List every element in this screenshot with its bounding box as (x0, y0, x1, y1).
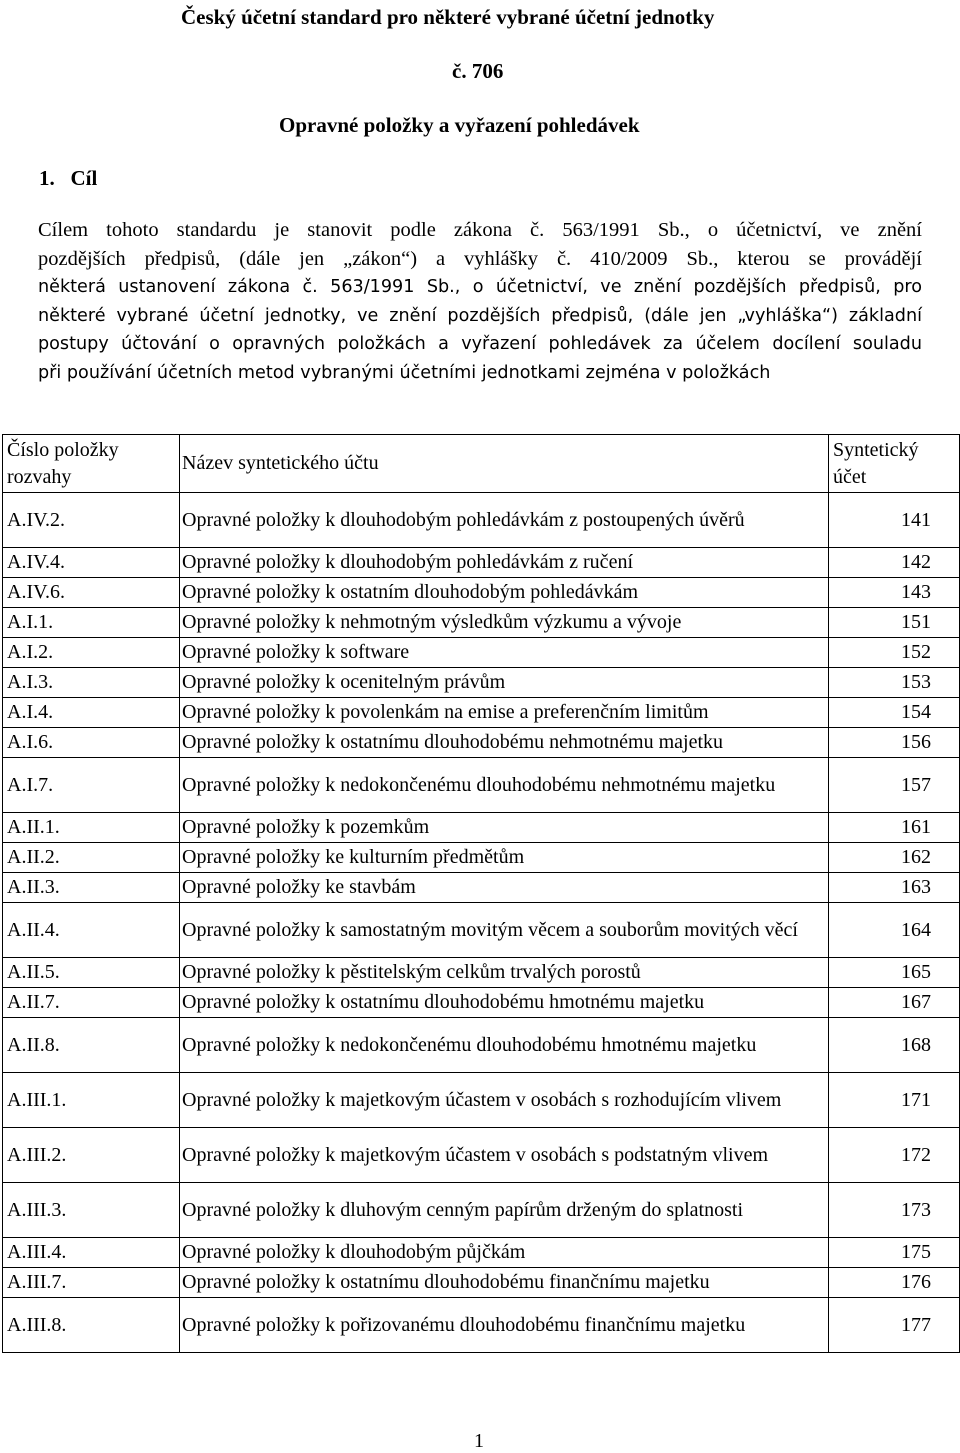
table-row (3, 1298, 960, 1353)
intro-line: některé vybrané účetní jednotky, ve znění pozdějších předpisů, (dále jen „vyhláška“) základní (38, 305, 922, 326)
row-account-number: 152 (829, 638, 960, 668)
table-row (3, 843, 960, 873)
row-account-name: Opravné položky ke stavbám (180, 873, 829, 903)
table-row (3, 1268, 960, 1298)
document-title: Český účetní standard pro některé vybrané účetní jednotky (181, 5, 715, 29)
intro-line: pozdějších předpisů, (dále jen „zákon“) a vyhlášky č. 410/2009 Sb., kterou se provádějí (38, 247, 922, 270)
row-account-number: 175 (829, 1238, 960, 1268)
row-account-number: 171 (829, 1073, 960, 1128)
intro-paragraph (38, 216, 922, 387)
row-account-number: 154 (829, 698, 960, 728)
page-number: 1 (474, 1430, 484, 1452)
row-account-number: 151 (829, 608, 960, 638)
row-account-number: 153 (829, 668, 960, 698)
row-account-name: Opravné položky ke kulturním předmětům (180, 843, 829, 873)
row-account-name: Opravné položky k dlouhodobým pohledávkám z ručení (180, 548, 829, 578)
row-account-name: Opravné položky k nedokončenému dlouhodobému nehmotnému majetku (180, 758, 829, 813)
table-row (3, 1073, 960, 1128)
table-row (3, 813, 960, 843)
table-row (3, 903, 960, 958)
table-header-row (3, 435, 960, 493)
table-row (3, 873, 960, 903)
row-item-number: A.III.8. (3, 1298, 180, 1353)
row-item-number: A.I.4. (3, 698, 180, 728)
row-account-name: Opravné položky k dlouhodobým pohledávkám z postoupených úvěrů (180, 493, 829, 548)
row-account-number: 157 (829, 758, 960, 813)
section-heading: 1. Cíl (39, 166, 98, 190)
row-account-number: 143 (829, 578, 960, 608)
row-account-name: Opravné položky k ostatnímu dlouhodobému finančnímu majetku (180, 1268, 829, 1298)
intro-line: některá ustanovení zákona č. 563/1991 Sb., o účetnictví, ve znění pozdějších předpisů, pro (38, 277, 922, 297)
table-row (3, 638, 960, 668)
row-account-name: Opravné položky k nehmotným výsledkům výzkumu a vývoje (180, 608, 829, 638)
row-item-number: A.II.8. (3, 1018, 180, 1073)
row-item-number: A.II.1. (3, 813, 180, 843)
header-account: Syntetický účet (829, 435, 960, 493)
row-account-name: Opravné položky k ostatním dlouhodobým pohledávkám (180, 578, 829, 608)
row-account-number: 162 (829, 843, 960, 873)
row-account-number: 167 (829, 988, 960, 1018)
table-row (3, 698, 960, 728)
row-item-number: A.IV.2. (3, 493, 180, 548)
table-row (3, 548, 960, 578)
table-row (3, 608, 960, 638)
row-account-number: 172 (829, 1128, 960, 1183)
row-account-number: 142 (829, 548, 960, 578)
row-account-name: Opravné položky k software (180, 638, 829, 668)
row-account-number: 168 (829, 1018, 960, 1073)
row-account-name: Opravné položky k nedokončenému dlouhodobému hmotnému majetku (180, 1018, 829, 1073)
header-name: Název syntetického účtu (180, 435, 829, 493)
table-row (3, 1128, 960, 1183)
table-row (3, 1238, 960, 1268)
row-account-name: Opravné položky k dluhovým cenným papírům drženým do splatnosti (180, 1183, 829, 1238)
row-account-number: 177 (829, 1298, 960, 1353)
row-item-number: A.IV.6. (3, 578, 180, 608)
accounts-table (2, 434, 960, 1353)
row-account-number: 161 (829, 813, 960, 843)
table-row (3, 1183, 960, 1238)
row-item-number: A.I.3. (3, 668, 180, 698)
row-item-number: A.I.7. (3, 758, 180, 813)
row-item-number: A.III.1. (3, 1073, 180, 1128)
row-account-number: 156 (829, 728, 960, 758)
standard-number: č. 706 (452, 59, 504, 83)
row-item-number: A.I.6. (3, 728, 180, 758)
row-item-number: A.II.2. (3, 843, 180, 873)
table-row (3, 493, 960, 548)
row-account-number: 176 (829, 1268, 960, 1298)
intro-line: Cílem tohoto standardu je stanovit podle zákona č. 563/1991 Sb., o účetnictví, ve znění (38, 219, 922, 241)
intro-line: při používání účetních metod vybranými účetními jednotkami zejména v položkách (38, 362, 771, 383)
table-row (3, 728, 960, 758)
intro-line: postupy účtování o opravných položkách a vyřazení pohledávek za účelem docílení souladu (38, 334, 922, 354)
table-row (3, 668, 960, 698)
row-account-number: 141 (829, 493, 960, 548)
row-item-number: A.I.1. (3, 608, 180, 638)
row-item-number: A.II.7. (3, 988, 180, 1018)
row-account-name: Opravné položky k majetkovým účastem v osobách s podstatným vlivem (180, 1128, 829, 1183)
row-account-number: 165 (829, 958, 960, 988)
row-item-number: A.III.3. (3, 1183, 180, 1238)
table-row (3, 578, 960, 608)
row-account-name: Opravné položky k pozemkům (180, 813, 829, 843)
row-item-number: A.II.4. (3, 903, 180, 958)
row-account-name: Opravné položky k pěstitelským celkům trvalých porostů (180, 958, 829, 988)
row-item-number: A.II.5. (3, 958, 180, 988)
row-account-number: 164 (829, 903, 960, 958)
row-account-name: Opravné položky k povolenkám na emise a preferenčním limitům (180, 698, 829, 728)
header-item: Číslo položky rozvahy (3, 435, 180, 493)
row-item-number: A.III.2. (3, 1128, 180, 1183)
table-row (3, 1018, 960, 1073)
table-row (3, 758, 960, 813)
standard-subject: Opravné položky a vyřazení pohledávek (279, 113, 640, 137)
row-account-name: Opravné položky k pořizovanému dlouhodobému finančnímu majetku (180, 1298, 829, 1353)
row-account-name: Opravné položky k majetkovým účastem v osobách s rozhodujícím vlivem (180, 1073, 829, 1128)
row-item-number: A.III.7. (3, 1268, 180, 1298)
row-account-name: Opravné položky k ostatnímu dlouhodobému hmotnému majetku (180, 988, 829, 1018)
row-item-number: A.III.4. (3, 1238, 180, 1268)
table-row (3, 958, 960, 988)
row-item-number: A.IV.4. (3, 548, 180, 578)
row-account-number: 163 (829, 873, 960, 903)
row-account-name: Opravné položky k dlouhodobým půjčkám (180, 1238, 829, 1268)
table-row (3, 988, 960, 1018)
row-item-number: A.II.3. (3, 873, 180, 903)
row-account-name: Opravné položky k ostatnímu dlouhodobému nehmotnému majetku (180, 728, 829, 758)
row-account-name: Opravné položky k ocenitelným právům (180, 668, 829, 698)
row-account-name: Opravné položky k samostatným movitým věcem a souborům movitých věcí (180, 903, 829, 958)
row-item-number: A.I.2. (3, 638, 180, 668)
row-account-number: 173 (829, 1183, 960, 1238)
